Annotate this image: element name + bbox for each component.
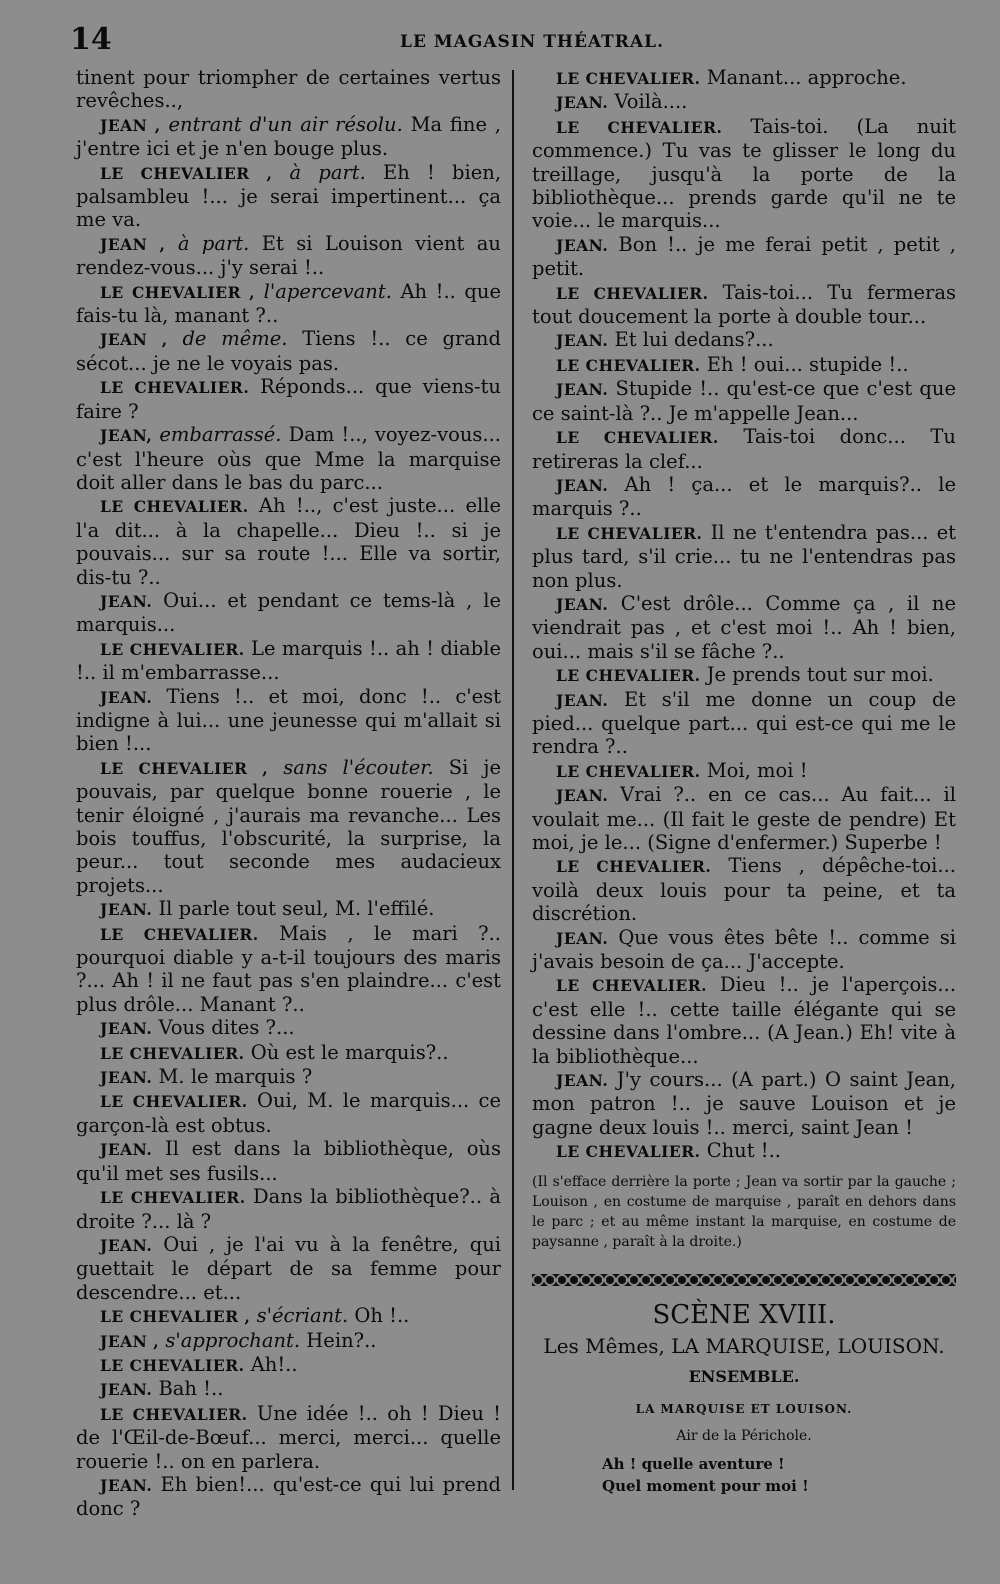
speaker-name: LE CHEVALIER. (556, 857, 712, 877)
speaker-name: LE CHEVALIER. (556, 761, 701, 781)
dialogue-line (76, 1185, 501, 1233)
dialogue-line (532, 281, 956, 329)
spoken-text: Tiens !.. et moi, donc !.. c'est indigne à lui... une jeunesse qui m'allait si bien !... (76, 684, 501, 756)
spoken-text: Et s'il me donne un coup de pied... quelque part... qui est-ce qui me le rendra ?.. (532, 687, 957, 759)
dialogue-line (532, 473, 956, 521)
spoken-text: Ah !.. que fais-tu là, manant ?.. (76, 279, 501, 328)
dialogue-line (76, 1016, 501, 1040)
dialogue-line (532, 973, 956, 1068)
dialogue-line (76, 1065, 501, 1089)
speaker-name: LE CHEVALIER. (556, 117, 723, 137)
dialogue-line (76, 637, 501, 685)
dialogue-line (76, 1137, 501, 1185)
speaker-name: JEAN. (556, 475, 609, 495)
stage-direction: de même. (182, 327, 288, 351)
speaker-name: JEAN. (556, 690, 609, 710)
spoken-text: Vous dites ?... (158, 1016, 295, 1040)
dialogue-line (76, 1329, 501, 1353)
spoken-text: M. le marquis ? (158, 1065, 313, 1089)
running-title: LE MAGASIN THÉATRAL. (400, 32, 665, 52)
dialogue-line (532, 377, 956, 425)
dialogue-line (532, 425, 956, 473)
speaker-name: JEAN , (100, 1331, 160, 1351)
dialogue-line (76, 756, 501, 897)
spoken-text: Moi, moi ! (706, 758, 808, 782)
dialogue-line (76, 1233, 501, 1304)
spoken-text: Oh !.. (354, 1304, 410, 1328)
speaker-name: JEAN. (100, 591, 153, 611)
stage-direction: s'écriant. (256, 1304, 349, 1328)
spoken-text: Si je pouvais, par quelque bonne rouerie , le tenir éloigné , j'aurais ma revanche... Les bois touffus, l'obscurité, la surprise, la peur... tout seconde mes audacieux projets... (76, 755, 502, 897)
dialogue-line (532, 521, 956, 592)
speaker-name: LE CHEVALIER. (556, 666, 701, 686)
spoken-text: Le marquis !.. ah ! diable !.. il m'embarrasse... (76, 636, 501, 685)
spoken-text: J'y cours... (A part.) O saint Jean, mon patron !.. je sauve Louison et je gagne deux louis !.. merci, saint Jean ! (532, 1068, 956, 1139)
song-line: Quel moment pour moi ! (602, 1476, 809, 1495)
spoken-text: Et si Louison vient au rendez-vous... j'y serai !.. (76, 231, 501, 280)
dialogue-line (532, 854, 956, 925)
spoken-text: Manant... approche. (706, 66, 907, 89)
speaker-name: JEAN. (100, 1019, 153, 1039)
ensemble-label: ENSEMBLE. (688, 1366, 800, 1386)
stage-direction-note: (Il s'efface derrière la porte ; Jean va sortir par la gauche ; Louison , en costume de marquise , paraît en dehors dans le parc ; et au même instant la marquise, en costume de paysanne , paraît à la droite.) (532, 1173, 956, 1250)
dialogue-line (76, 423, 501, 494)
speaker-name: JEAN. (100, 1140, 153, 1160)
singers-label: LA MARQUISE ET LOUISON. (635, 1401, 853, 1416)
speaker-name: JEAN , (100, 234, 166, 254)
dialogue-line (76, 1473, 501, 1521)
stage-direction: embarrassé. (159, 423, 282, 447)
stage-direction: l'apercevant. (263, 279, 392, 303)
spoken-text: Tais-toi. (La nuit commence.) Tu vas te glisser le long du treillage, jusqu'à la porte de la bibliothèque... prends garde qu'il ne te voie... le marquis... (532, 114, 956, 233)
speaker-name: LE CHEVALIER. (100, 1043, 245, 1063)
spoken-text: Mais , le mari ?.. pourquoi diable y a-t-il toujours des maris ?... Ah ! il ne faut pas s'en plaindre... c'est plus drôle... Manant ?.. (76, 921, 501, 1016)
spoken-text: Ah ! ça... et le marquis?.. le marquis ?.. (532, 472, 956, 521)
dialogue-line (76, 327, 501, 375)
stage-direction: entrant d'un air résolu. (168, 112, 403, 136)
speaker-name: LE CHEVALIER , (100, 758, 269, 778)
spoken-text: Oui , je l'ai vu à la fenêtre, qui guettait le départ de sa femme pour descendre... et... (76, 1232, 501, 1304)
spoken-text: tinent pour triompher de certaines vertus revêches.., (76, 66, 501, 113)
speaker-name: JEAN. (556, 93, 609, 113)
speaker-name: JEAN, (100, 426, 153, 446)
spoken-text: Oui... et pendant ce tems-là , le marquis... (76, 588, 502, 637)
dialogue-line (532, 90, 956, 114)
spoken-text: Où est le marquis?.. (250, 1040, 449, 1064)
dialogue-line (76, 1377, 501, 1401)
spoken-text: Et lui dedans?... (614, 328, 774, 352)
dialogue-line (76, 494, 501, 589)
dialogue-line (532, 592, 956, 663)
scene-title: SCÈNE XVIII. (652, 1299, 836, 1330)
spoken-text: Eh ! bien, palsambleu !... je serai impertinent... ça me va. (76, 160, 502, 232)
speaker-name: LE CHEVALIER. (556, 355, 701, 375)
spoken-text: Stupide !.. qu'est-ce que c'est que ce saint-là ?.. Je m'appelle Jean... (532, 377, 956, 425)
spoken-text: Bon !.. je me ferai petit , petit , petit. (532, 232, 956, 281)
spoken-text: Il est dans la bibliothèque, oùs qu'il met ses fusils... (76, 1137, 501, 1185)
running-header (70, 22, 950, 62)
dialogue-line (76, 113, 501, 161)
speaker-name: JEAN. (100, 900, 153, 920)
speaker-name: LE CHEVALIER. (556, 523, 703, 543)
speaker-name: JEAN. (100, 1380, 153, 1400)
speaker-name: LE CHEVALIER , (100, 282, 256, 302)
speaker-name: JEAN. (100, 1068, 153, 1088)
dialogue-line (532, 233, 956, 281)
speaker-name: LE CHEVALIER. (100, 1355, 245, 1375)
spoken-text: Tais-toi donc... Tu retireras la clef... (532, 425, 956, 473)
stage-direction: à part. (289, 160, 366, 184)
spoken-text: Je prends tout sur moi. (706, 663, 934, 687)
left-column (76, 66, 501, 1521)
right-dialogue (532, 66, 956, 1164)
spoken-text: Tiens !.. ce grand sécot... je ne le voyais pas. (76, 327, 501, 375)
stage-direction: s'approchant. (165, 1328, 301, 1352)
dialogue-line (76, 1041, 501, 1065)
speaker-name: JEAN. (556, 594, 609, 614)
speaker-name: LE CHEVALIER. (100, 497, 249, 517)
dialogue-line (76, 685, 501, 756)
speaker-name: LE CHEVALIER. (556, 1142, 701, 1162)
spoken-text: Tiens , dépêche-toi... voilà deux louis pour ta peine, et ta discrétion. (532, 854, 957, 926)
dialogue-line (76, 161, 501, 232)
spoken-text: Ah !.., c'est juste... elle l'a dit... à la chapelle... Dieu !.. si je pouvais... sur sa route !... Elle va sortir, dis-tu ?.. (76, 494, 502, 589)
dialogue-line (532, 1068, 956, 1139)
spoken-text: Eh ! oui... stupide !.. (706, 352, 909, 376)
dialogue-line (532, 328, 956, 352)
speaker-name: LE CHEVALIER. (556, 283, 709, 303)
spoken-text: Bah !.. (158, 1377, 224, 1401)
dialogue-line (76, 375, 501, 423)
speaker-name: LE CHEVALIER. (556, 69, 701, 88)
speaker-name: LE CHEVALIER. (100, 1188, 246, 1208)
speaker-name: JEAN. (556, 331, 609, 351)
stage-direction: à part. (177, 231, 250, 255)
dialogue-line (532, 66, 956, 90)
spoken-text: Ah!.. (250, 1352, 298, 1376)
spoken-text: Vrai ?.. en ce cas... Au fait... il voulait me... (Il fait le geste de pendre) Et moi, je le... (Signe d'enfermer.) Superbe ! (532, 783, 957, 854)
speaker-name: JEAN , (100, 115, 161, 135)
dialogue-line (76, 1089, 501, 1137)
spoken-text: Hein?.. (306, 1328, 377, 1352)
spoken-text: Eh bien!... qu'est-ce qui lui prend donc ? (76, 1472, 501, 1521)
dialogue-line (76, 1304, 501, 1328)
page-number: 14 (70, 22, 112, 57)
speaker-name: LE CHEVALIER. (556, 428, 719, 448)
spoken-text: Dieu !.. je l'aperçois... c'est elle !.. cette taille élégante qui se dessine dans l'ombre... (A Jean.) Eh! vite à la bibliothèque... (532, 973, 957, 1068)
spoken-text: C'est drôle... Comme ça , il ne viendrait pas , et c'est moi !.. Ah ! bien, oui... mais s'il se fâche ?.. (532, 591, 956, 663)
spoken-text: Réponds... que viens-tu faire ? (76, 375, 501, 423)
speaker-name: JEAN. (556, 235, 609, 255)
spoken-text: Tais-toi... Tu fermeras tout doucement la porte à double tour... (532, 280, 957, 329)
speaker-name: LE CHEVALIER. (556, 976, 708, 996)
speaker-name: LE CHEVALIER. (100, 924, 259, 944)
spoken-text: Dam !.., voyez-vous... c'est l'heure oùs que Mme la marquise doit aller dans le bas du parc... (76, 423, 501, 494)
speaker-name: JEAN. (100, 1475, 153, 1495)
dialogue-line (76, 897, 501, 921)
dialogue-line (76, 589, 501, 637)
ornamental-rule (532, 1274, 956, 1286)
speaker-name: JEAN. (556, 380, 609, 400)
dialogue-line (532, 783, 956, 854)
dialogue-line (532, 759, 956, 783)
speaker-name: JEAN. (100, 687, 153, 707)
scene-characters: Les Mêmes, LA MARQUISE, LOUISON. (543, 1334, 945, 1359)
air-label: Air de la Périchole. (676, 1428, 812, 1445)
spoken-text: Dans la bibliothèque?.. à droite ?... là ? (76, 1185, 502, 1233)
dialogue-line (532, 688, 956, 759)
right-column (532, 66, 956, 1497)
dialogue-line (532, 115, 956, 233)
dialogue-line (76, 280, 501, 328)
song-line: Ah ! quelle aventure ! (602, 1454, 785, 1473)
speaker-name: LE CHEVALIER , (100, 163, 273, 183)
spoken-text: Il parle tout seul, M. l'effilé. (158, 897, 435, 921)
spoken-text: Chut !.. (706, 1139, 782, 1163)
speaker-name: JEAN. (556, 928, 609, 948)
dialogue-line (532, 663, 956, 687)
column-divider (512, 70, 514, 1490)
dialogue-line (532, 1139, 956, 1163)
speaker-name: LE CHEVALIER. (100, 378, 250, 398)
spoken-text: Voilà.... (614, 90, 688, 114)
speaker-name: LE CHEVALIER. (100, 639, 245, 659)
dialogue-line (532, 926, 956, 974)
dialogue-line (532, 353, 956, 377)
speaker-name: LE CHEVALIER. (100, 1092, 248, 1112)
speaker-name: LE CHEVALIER , (100, 1307, 251, 1327)
spoken-text: Ma fine , j'entre ici et je n'en bouge plus. (76, 112, 501, 161)
speaker-name: JEAN. (556, 786, 609, 806)
dialogue-line (76, 1353, 501, 1377)
speaker-name: JEAN , (100, 330, 168, 350)
spoken-text: Oui, M. le marquis... ce garçon-là est obtus. (76, 1089, 502, 1137)
speaker-name: JEAN. (556, 1071, 609, 1091)
spoken-text: Que vous êtes bête !.. comme si j'avais besoin de ça... J'accepte. (532, 925, 956, 974)
speaker-name: LE CHEVALIER. (100, 1404, 248, 1424)
dialogue-line (76, 922, 501, 1017)
dialogue-line (76, 66, 501, 113)
dialogue-line (76, 1402, 501, 1473)
spoken-text: Une idée !.. oh ! Dieu ! de l'Œil-de-Bœuf... merci, merci... quelle rouerie !.. on en parlera. (76, 1401, 502, 1473)
spoken-text: Il ne t'entendra pas... et plus tard, s'il crie... tu ne l'entendras pas non plus. (532, 520, 956, 592)
stage-direction: sans l'écouter. (283, 755, 434, 779)
dialogue-line (76, 232, 501, 280)
speaker-name: JEAN. (100, 1235, 153, 1255)
